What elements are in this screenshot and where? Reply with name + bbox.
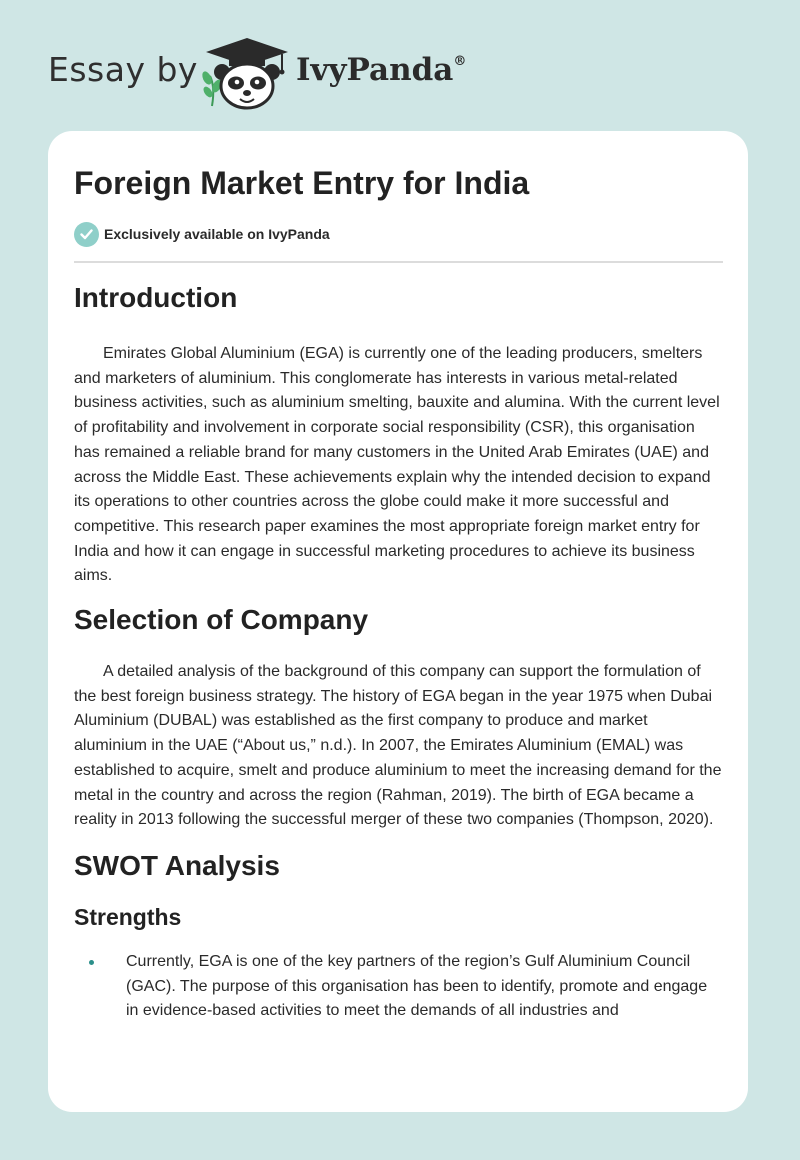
swot-heading: SWOT Analysis	[74, 849, 280, 881]
brand-logo-text: IvyPanda®	[296, 52, 467, 88]
essay-by-label: Essay by	[48, 50, 198, 89]
introduction-paragraph: Emirates Global Aluminium (EGA) is currently one of the leading producers, smelters and marketers of aluminium. This conglomerate has interests in various metal-related business activities, such as aluminium smelting, bauxite and alumina. With the current level of profitability and involvement in corporate social responsibility (CSR), this organisation has remained a reliable brand for many customers in the United Arab Emirates (UAE) and across the Middle East. These achievements explain why the intended decision to expand its operations to other countries across the globe could make it more successful and competitive. This research paper examines the most appropriate foreign market entry for India and how it can engage in successful marketing procedures to achieve its business aims.	[74, 345, 720, 585]
title-divider	[74, 261, 723, 263]
strengths-list	[74, 950, 723, 1024]
exclusive-badge	[74, 221, 330, 247]
list-item	[74, 950, 723, 1024]
panda-graduate-icon	[200, 36, 294, 110]
selection-paragraph: A detailed analysis of the background of this company can support the formulation of the best foreign business strategy. The history of EGA began in the year 1975 when Dubai Aluminium (DUBAL) was established as the first company to produce and market aluminium in the UAE (“About us,” n.d.). In 2007, the Emirates Aluminium (EMAL) was established to acquire, smelt and produce aluminium to meet the increasing demand for the metal in the country and across the region (Rahman, 2019). The birth of EGA became a reality in 2013 following the successful merger of these two companies (Thompson, 2020).	[74, 663, 722, 829]
page-title: Foreign Market Entry for India	[74, 165, 530, 201]
site-header	[0, 0, 800, 130]
exclusive-badge-label: Exclusively available on IvyPanda	[104, 226, 330, 242]
introduction-heading: Introduction	[74, 282, 238, 313]
list-item-text: Currently, EGA is one of the key partners of the region’s Gulf Aluminium Council (GAC). The purpose of this organisation has been to identify, promote and engage in evidence-based activities to meet the demands of all industries and	[126, 952, 708, 1020]
check-circle-icon	[74, 222, 99, 247]
selection-heading: Selection of Company	[74, 604, 369, 636]
essay-card	[48, 131, 748, 1112]
strengths-heading: Strengths	[74, 903, 182, 930]
bullet-dot-icon	[89, 960, 94, 965]
article-body	[74, 281, 723, 1024]
